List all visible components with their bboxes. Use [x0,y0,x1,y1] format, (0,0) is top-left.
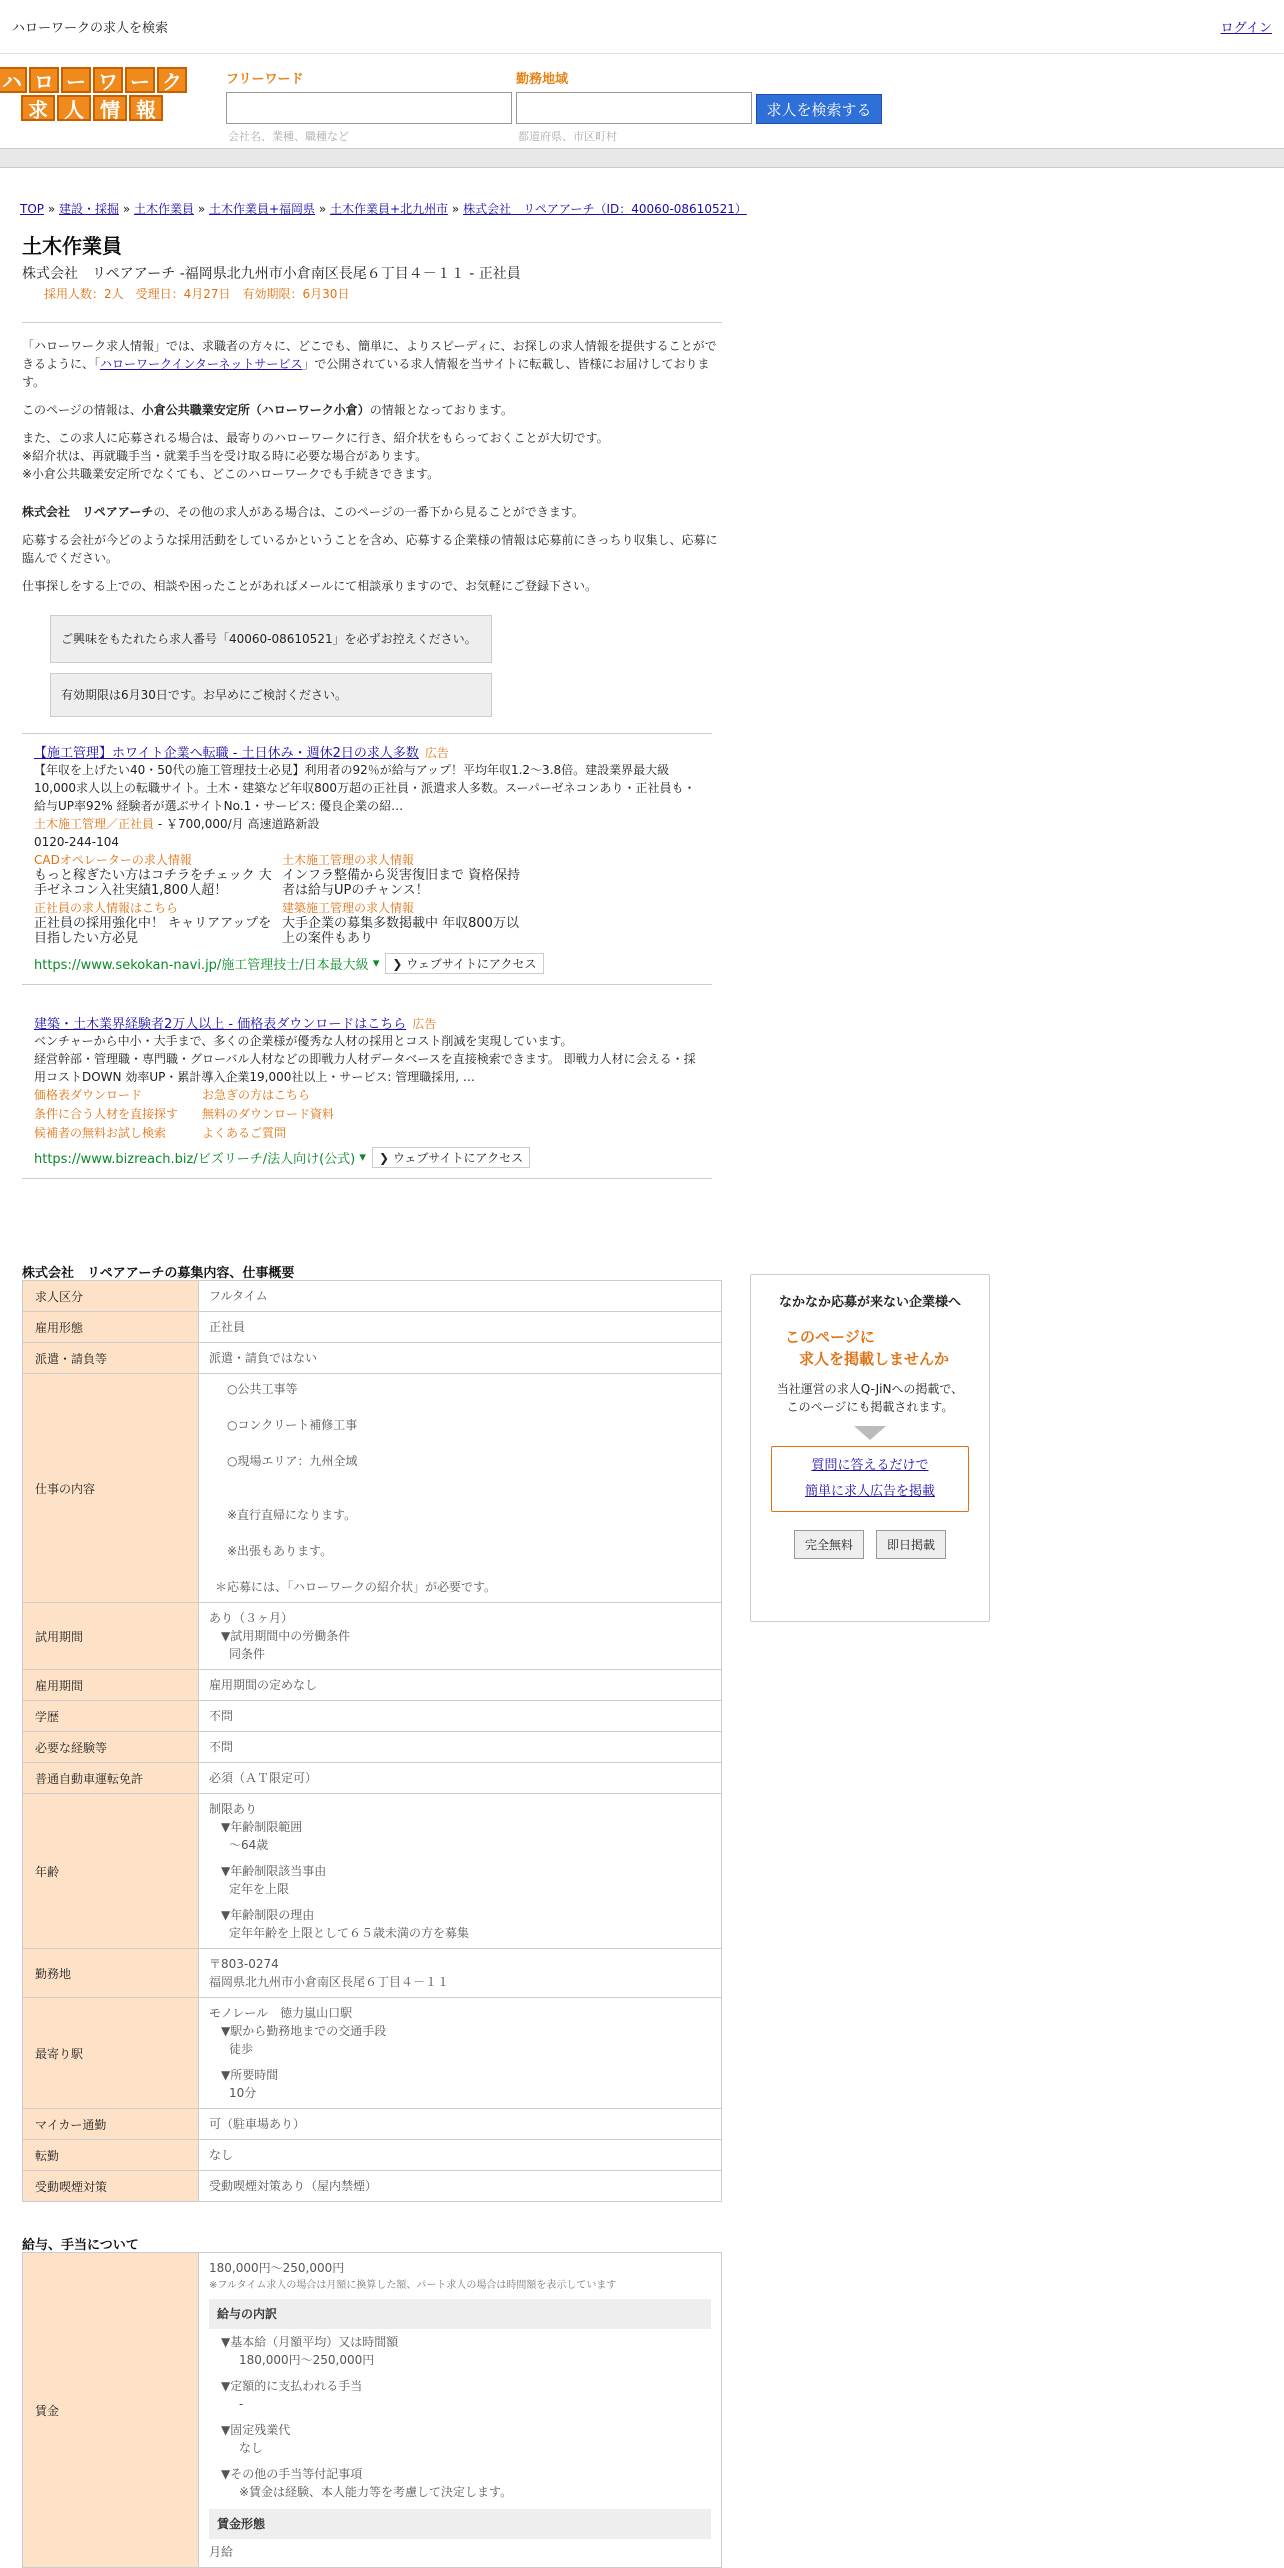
intro-text: 「ハローワーク求人情報」では、求職者の方々に、どこでも、簡単に、よりスピーディに、お探しの求人情報を提供することができるように、「 [22,339,717,371]
ad-sitelink[interactable]: よくあるご質問 [202,1126,287,1140]
ad-sitelink-title: 土木施工管理の求人情報 [282,853,415,867]
table-row [23,1343,722,1374]
visit-website-button[interactable] [372,1147,530,1168]
trial-line: 同条件 [229,1647,266,1661]
research-paragraph: 応募する会社が今どのような採用活動をしているかということを含め、応募する企業様の情報は応募前にきっちり収集し、応募に臨んでください。 [22,533,718,565]
ad-price: - ￥700,000/月 高速道路新設 [154,817,320,831]
breadcrumb [0,168,1284,217]
row-label: 派遣・請負等 [23,1343,199,1374]
apply-note: ※紹介状は、再就職手当・就業手当を受け取る時に必要な場合があります。 [22,449,428,463]
advertise-sidebar [750,1274,990,1622]
row-value: 派遣・請負ではない [199,1343,722,1374]
table-row [23,1763,722,1794]
apply-text: また、この求人に応募される場合は、最寄りのハローワークに行き、紹介状をもらっておくことが大切です。 [22,431,609,445]
row-value: なし [199,2140,722,2171]
visit-website-button[interactable] [385,953,543,974]
breadcrumb-sep: » [44,202,59,216]
salary-line: ▼基本給（月額平均）又は時間額 [221,2335,399,2349]
job-content-line: ○公共工事等 [227,1382,298,1396]
table-row [23,1374,722,1603]
station-line: 10分 [229,2086,257,2100]
sidebar-link-post[interactable]: 簡単に求人広告を掲載 [804,1484,935,1499]
job-content-line: ＊応募には、「ハローワークの紹介状」が必要です。 [215,1580,497,1594]
logo-char: 情 [93,95,127,121]
free-badge-button[interactable]: 完全無料 [794,1530,864,1559]
row-value: フルタイム [199,1281,722,1312]
ad-sitelink-desc: 正社員の採用強化中！ キャリアアップを目指したい方必見 [34,916,272,946]
dropdown-icon[interactable]: ▾ [368,956,380,971]
breadcrumb-top[interactable]: TOP [20,202,45,216]
ad-sitelink[interactable]: 条件に合う人材を直接探す [34,1107,179,1121]
sidebar-text [759,1380,981,1416]
station-line: ▼駅から勤務地までの交通手段 [221,2024,387,2038]
ad-title-link[interactable]: 建築・土木業界経験者2万人以上 - 価格表ダウンロードはこちら [34,1017,407,1032]
ad-phone[interactable]: 0120-244-104 [34,835,120,849]
station-line: モノレール 徳力嵐山口駅 [209,2006,353,2020]
freeword-label: フリーワード [226,72,304,87]
site-description: ハローワークの求人を検索 [12,21,169,36]
breadcrumb-sep: » [448,202,464,216]
freeword-input[interactable] [226,92,512,124]
logo-char: ワ [93,67,123,93]
ad-url-row [34,1147,700,1168]
logo-char: ー [61,67,91,93]
row-value [199,1794,722,1949]
ad-url[interactable]: https://www.bizreach.biz/ビズリーチ/法人向け(公式) [34,1152,356,1167]
ad-sitelink[interactable] [34,901,282,946]
ad-sitelink[interactable]: お急ぎの方はこちら [202,1088,311,1102]
salary-range: 180,000円〜250,000円 [209,2261,345,2275]
table-row [23,1603,722,1670]
age-line: ▼年齢制限の理由 [221,1908,315,1922]
row-label: マイカー通勤 [23,2109,199,2140]
row-value [199,1603,722,1670]
salary-line: ▼固定残業代 [221,2423,291,2437]
row-label: 最寄り駅 [23,1998,199,2109]
logo-char: 報 [129,95,163,121]
row-label: 賃金 [23,2253,199,2568]
station-line: ▼所要時間 [221,2068,279,2082]
station-line: 徒歩 [229,2042,254,2056]
consult-paragraph: 仕事探しをする上での、相談や困ったことがあればメールにて相談承りますので、お気軽にご登録下さい。 [22,579,598,593]
freeword-hint: 会社名、業種、職種など [228,130,349,143]
ad-sitelink[interactable] [282,901,530,946]
other-jobs-paragraph [22,503,722,521]
table-row [23,2140,722,2171]
ad-title-link[interactable]: 【施工管理】ホワイト企業へ転職 - 土日休み・週休2日の求人多数 [34,746,419,761]
trial-line: あり（３ヶ月） [209,1611,294,1625]
ad-sitelink-title: 正社員の求人情報はこちら [34,901,179,915]
table-row [23,1312,722,1343]
ad-description: 経営幹部・管理職・専門職・グローバル人材などの即戦力人材データベースを直接検索できます。 即戦力人材に会える・採用コストDOWN 効率UP・累計導入企業19,000社以上・サービス: 管理職採用, … [34,1052,696,1084]
table-row [23,1670,722,1701]
breadcrumb-current[interactable]: 株式会社 リペアアーチ（ID：40060-08610521） [463,202,747,216]
trial-line: ▼試用期間中の労働条件 [221,1629,351,1643]
salary-type-heading: 賃金形態 [209,2509,711,2539]
row-value [199,1949,722,1998]
sidebar-buttons [759,1530,981,1559]
postal-code: 〒803-0274 [209,1957,279,1971]
deadline-notice: 有効期限は6月30日です。お早めにご検討ください。 [50,673,492,717]
salary-section-title: 給与、手当について [22,2238,139,2253]
job-content-line: ○現場エリア：九州全域 [227,1454,358,1468]
ad-description: 【年収を上げたい40・50代の施工管理技士必見】利用者の92％が給与アップ！平均年収1.2～3.8倍。建設業界最大級10,000求人以上の転職サイト。土木・建築など年収800万超の正社員・派遣求人多数。スーパーゼネコンあり・正社員も・給与UP率92% 経験者が選ぶサイトNo.1・サービス: 優良企業の紹… [34,763,696,813]
company-name: 株式会社 リペアアーチ [22,505,154,519]
ad-sitelink[interactable] [34,853,282,898]
age-line: 定年年齢を上限として６５歳未満の方を募集 [229,1926,470,1940]
breadcrumb-sep: » [315,202,331,216]
ad-url[interactable]: https://www.sekokan-navi.jp/施工管理技士/日本最大級 [34,958,369,973]
row-value: 必須（ＡＴ限定可） [199,1763,722,1794]
table-row [23,1732,722,1763]
table-row [23,1998,722,2109]
salary-line: ▼定額的に支払われる手当 [221,2379,363,2393]
chevron-right-icon: ❯ [378,1151,393,1165]
row-value: 不問 [199,1701,722,1732]
age-line: 定年を上限 [229,1882,290,1896]
row-label: 勤務地 [23,1949,199,1998]
row-label: 仕事の内容 [23,1374,199,1603]
job-content-line: ※直行直帰になります。 [227,1508,357,1522]
top-bar [0,0,1284,54]
ad-description: ベンチャーから中小・大手まで、多くの企業様が優秀な人材の採用とコスト削減を実現しています。 [34,1034,573,1048]
salary-line: ※賃金は経験、本人能力等を考慮して決定します。 [239,2485,513,2499]
ad-price-line [34,815,700,833]
row-label: 雇用形態 [23,1312,199,1343]
sidebar-link-question[interactable]: 質問に答えるだけで [811,1458,929,1473]
chevron-right-icon: ❯ [392,957,407,971]
salary-breakdown-heading: 給与の内訳 [209,2299,711,2329]
table-row [23,1794,722,1949]
location-input[interactable] [516,92,752,124]
row-value [199,1998,722,2109]
salary-table [22,2252,722,2568]
login-link[interactable]: ログイン [1220,21,1272,36]
row-value: 受動喫煙対策あり（屋内禁煙） [199,2171,722,2202]
ad-url-row [34,953,700,974]
hellowork-internet-link[interactable]: ハローワークインターネットサービス [100,357,303,371]
age-line: 〜64歳 [229,1838,269,1852]
salary-line: - [239,2397,244,2411]
location-label: 勤務地域 [516,72,569,87]
breadcrumb-prefecture[interactable]: 土木作業員+福岡県 [209,202,316,216]
address: 福岡県北九州市小倉南区長尾６丁目４－１１ [209,1975,450,1989]
row-label: 求人区分 [23,1281,199,1312]
sidebar-text-line: 当社運営の求人Q-JiNへの掲載で、 [776,1382,964,1396]
location-group [516,66,752,144]
office-text: の情報となっております。 [369,403,513,417]
salary-line: ▼その他の手当等付記事項 [221,2467,363,2481]
row-label: 年齢 [23,1794,199,1949]
apply-paragraph [22,429,722,483]
age-line: 制限あり [209,1802,258,1816]
logo-char: 人 [57,95,91,121]
row-value: 正社員 [199,1312,722,1343]
table-row [23,2171,722,2202]
ad-block [22,733,712,985]
ad-sitelink[interactable] [282,853,530,898]
breadcrumb-city[interactable]: 土木作業員+北九州市 [330,202,449,216]
freeword-group [226,66,512,144]
ad-block [22,1009,712,1179]
divider [22,322,722,323]
salary-type: 月給 [209,2545,234,2559]
job-content-line: ○コンクリート補修工事 [227,1418,358,1432]
detail-section-title: 株式会社 リペアアーチの募集内容、仕事概要 [22,1266,295,1281]
row-label: 転勤 [23,2140,199,2171]
ad-sitelinks [34,1086,700,1143]
job-detail-table [22,1280,722,2202]
row-value [199,2253,722,2568]
row-label: 必要な経験等 [23,1732,199,1763]
office-text: このページの情報は、 [22,403,142,417]
logo-char: ー [125,67,155,93]
same-day-badge-button[interactable]: 即日掲載 [876,1530,946,1559]
sidebar-links [771,1446,969,1512]
age-line: ▼年齢制限該当事由 [221,1864,327,1878]
row-label: 普通自動車運転免許 [23,1763,199,1794]
row-value: 可（駐車場あり） [199,2109,722,2140]
table-row [23,1281,722,1312]
down-arrow-icon [854,1426,886,1440]
intro-paragraph [22,337,722,391]
ad-sitelinks [34,853,700,949]
breadcrumb-category[interactable]: 建設・採掘 [59,202,120,216]
table-row [23,2109,722,2140]
dropdown-icon[interactable]: ▾ [355,1150,366,1165]
logo-char: ロ [29,67,59,93]
ad-sitelink[interactable]: 候補者の無料お試し検索 [34,1126,167,1140]
salary-note: ※フルタイム求人の場合は月額に換算した額、パート求人の場合は時間額を表示しています [209,2280,617,2291]
row-value: 不問 [199,1732,722,1763]
office-name: 小倉公共職業安定所（ハローワーク小倉） [141,403,370,417]
sidebar-catch-line: このページに [785,1328,875,1346]
salary-line: 180,000円〜250,000円 [239,2353,375,2367]
row-label: 学歴 [23,1701,199,1732]
search-button[interactable]: 求人を検索する [756,94,882,124]
job-number-notice: ご興味をもたれたら求人番号「40060-08610521」を必ずお控えください。 [50,615,492,663]
sidebar-catch [759,1326,981,1370]
ad-sitelink-title: CADオペレーターの求人情報 [34,853,192,867]
ad-tag: 広告 [424,746,449,760]
visit-website-label: ウェブサイトにアクセス [392,1151,524,1165]
ad-sitelink[interactable]: 価格表ダウンロード [34,1088,143,1102]
breadcrumb-sep: » [119,202,134,216]
row-value [199,1374,722,1603]
logo-char: ハ [0,67,27,93]
logo-char: ク [157,67,187,93]
job-content-line: ※出張もあります。 [227,1544,333,1558]
breadcrumb-job[interactable]: 土木作業員 [134,202,195,216]
job-meta: 採用人数：2人 受理日：4月27日 有効期限：6月30日 [44,287,350,301]
office-paragraph [22,401,722,419]
sidebar-heading: なかなか応募が来ない企業様へ [778,1295,961,1310]
other-jobs-text: の、その他の求人がある場合は、このページの一番下から見ることができます。 [153,505,584,519]
age-line: ▼年齢制限範囲 [221,1820,303,1834]
logo-char: 求 [21,95,55,121]
row-value: 雇用期間の定めなし [199,1670,722,1701]
sidebar-text-line: このページにも掲載されます。 [786,1400,954,1414]
ad-sitelink[interactable]: 無料のダウンロード資料 [202,1107,335,1121]
divider-band [0,148,1284,168]
job-title: 土木作業員 [22,234,122,258]
table-row [23,1701,722,1732]
company-line: 株式会社 リペアアーチ -福岡県北九州市小倉南区長尾６丁目４－１１ - 正社員 [22,266,521,282]
ad-sitelink-desc: もっと稼ぎたい方はコチラをチェック 大手ゼネコン入社実績1,800人超！ [34,868,272,898]
main-content [22,230,722,1179]
ad-position-link[interactable]: 土木施工管理／正社員 [34,817,155,831]
row-label: 雇用期間 [23,1670,199,1701]
header [0,54,1284,148]
apply-note: ※小倉公共職業安定所でなくても、どこのハローワークでも手続きできます。 [22,467,440,481]
table-row [23,1949,722,1998]
intro-text: 」で公開されている求人情報を当サイトに転載し、皆様にお届けしております。 [22,357,710,389]
ad-sitelink-desc: インフラ整備から災害復旧まで 資格保持者は給与UPのチャンス！ [282,868,521,898]
ad-tag: 広告 [412,1017,437,1031]
salary-line: なし [239,2441,264,2455]
ad-sitelink-title: 建築施工管理の求人情報 [282,901,415,915]
hellowork-logo[interactable] [4,66,180,122]
location-hint: 都道府県、市区町村 [518,130,617,143]
ad-sitelink-desc: 大手企業の募集多数掲載中 年収800万以上の案件もあり [282,916,519,946]
visit-website-label: ウェブサイトにアクセス [406,957,537,971]
row-label: 試用期間 [23,1603,199,1670]
breadcrumb-sep: » [194,202,209,216]
sidebar-catch-line: 求人を掲載しませんか [799,1350,950,1368]
table-row [23,2253,722,2568]
row-label: 受動喫煙対策 [23,2171,199,2202]
